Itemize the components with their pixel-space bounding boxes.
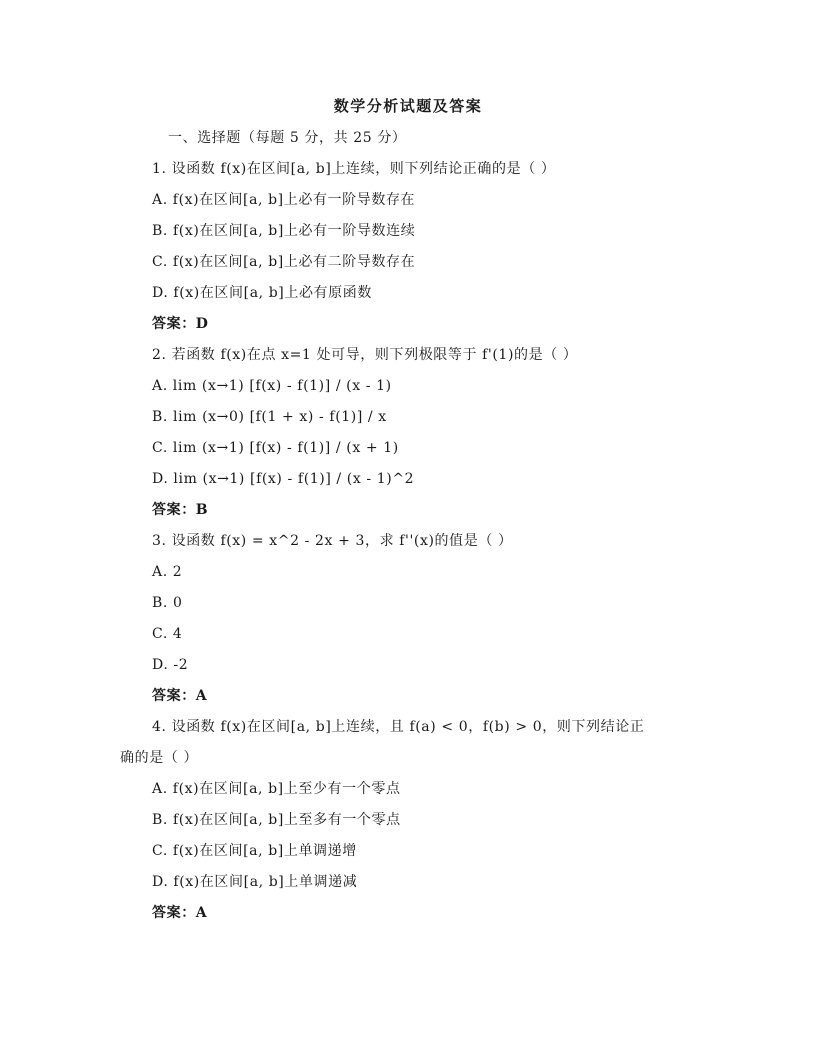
question-1-option-d: D. f(x)在区间[a, b]上必有原函数	[152, 285, 372, 301]
question-4-answer: 答案：A	[152, 905, 208, 921]
question-2-stem: 2. 若函数 f(x)在点 x=1 处可导，则下列极限等于 f'(1)的是（ ）	[152, 347, 578, 363]
question-3-answer: 答案：A	[152, 688, 208, 704]
question-3-option-a: A. 2	[152, 564, 183, 580]
document-title: 数学分析试题及答案	[333, 97, 483, 115]
question-3-option-c: C. 4	[152, 626, 183, 642]
question-1-option-a: A. f(x)在区间[a, b]上必有一阶导数存在	[152, 192, 416, 208]
question-1-option-b: B. f(x)在区间[a, b]上必有一阶导数连续	[152, 223, 416, 239]
question-3-stem: 3. 设函数 f(x) = x^2 - 2x + 3，求 f''(x)的值是（ ）	[152, 533, 513, 549]
question-2-answer: 答案：B	[152, 502, 209, 518]
section-heading: 一、选择题（每题 5 分，共 25 分）	[168, 130, 407, 146]
question-4-option-a: A. f(x)在区间[a, b]上至少有一个零点	[152, 781, 401, 797]
question-2-option-d: D. lim (x→1) [f(x) - f(1)] / (x - 1)^2	[152, 471, 415, 487]
question-4-stem-line2: 确的是（ ）	[120, 750, 199, 766]
question-3-option-d: D. -2	[152, 657, 189, 673]
question-4-option-b: B. f(x)在区间[a, b]上至多有一个零点	[152, 812, 401, 828]
question-2-option-c: C. lim (x→1) [f(x) - f(1)] / (x + 1)	[152, 440, 399, 456]
question-4-option-d: D. f(x)在区间[a, b]上单调递减	[152, 874, 358, 890]
question-1-answer: 答案：D	[152, 316, 209, 332]
question-1-option-c: C. f(x)在区间[a, b]上必有二阶导数存在	[152, 254, 416, 270]
question-2-option-a: A. lim (x→1) [f(x) - f(1)] / (x - 1)	[152, 378, 392, 394]
question-1-stem: 1. 设函数 f(x)在区间[a, b]上连续，则下列结论正确的是（ ）	[152, 161, 556, 177]
question-4-stem-line1: 4. 设函数 f(x)在区间[a, b]上连续，且 f(a) < 0，f(b) > 0，则下列结论正	[152, 719, 645, 735]
question-3-option-b: B. 0	[152, 595, 183, 611]
question-2-option-b: B. lim (x→0) [f(1 + x) - f(1)] / x	[152, 409, 387, 425]
question-4-option-c: C. f(x)在区间[a, b]上单调递增	[152, 843, 357, 859]
